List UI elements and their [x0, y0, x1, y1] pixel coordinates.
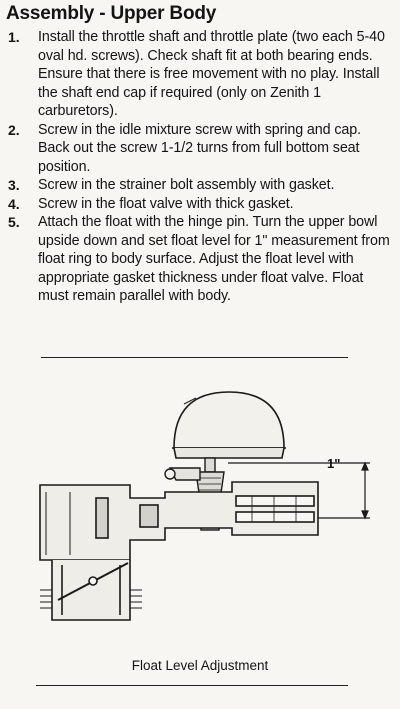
instruction-step [8, 195, 396, 214]
step-text: Screw in the idle mixture screw with spring and cap. Back out the screw 1-1/2 turns from full bottom seat position. [38, 121, 361, 175]
step-text: Screw in the strainer bolt assembly with gasket. [38, 177, 335, 193]
instruction-step [8, 121, 396, 177]
figure-caption: Float Level Adjustment [131, 658, 269, 673]
step-number: 1. [8, 29, 20, 45]
step-number: 4. [8, 195, 20, 212]
step-number: 3. [8, 177, 20, 193]
float-drawing [172, 392, 286, 458]
instruction-step [8, 213, 396, 306]
page-title: Assembly - Upper Body [6, 3, 217, 24]
divider-line [36, 685, 348, 686]
float-hinge-arm [165, 468, 200, 480]
instruction-step [8, 176, 396, 195]
instruction-list [8, 28, 396, 306]
step-text: Attach the float with the hinge pin. Turn the upper bowl upside down and set float level for 1" measurement from float ring to body surface. Adjust the float level with appropriate gasket thickness under float valve. Float must remain parallel with body. [38, 214, 390, 304]
dimension-label: 1" [327, 456, 341, 471]
carburetor-body-drawing [40, 482, 318, 620]
instruction-step [8, 28, 396, 121]
step-number: 2. [8, 121, 20, 138]
step-text: Install the throttle shaft and throttle plate (two each 5-40 oval hd. screws). Check shaft fit at both bearing ends. Ensure that there is free movement with no play. Install the shaft end cap if required (only on Zenith 1 carburetors). [38, 29, 385, 119]
step-text: Screw in the float valve with thick gasket. [38, 195, 294, 212]
float-level-diagram [0, 380, 400, 640]
divider-line [41, 357, 348, 358]
step-number: 5. [8, 214, 20, 230]
